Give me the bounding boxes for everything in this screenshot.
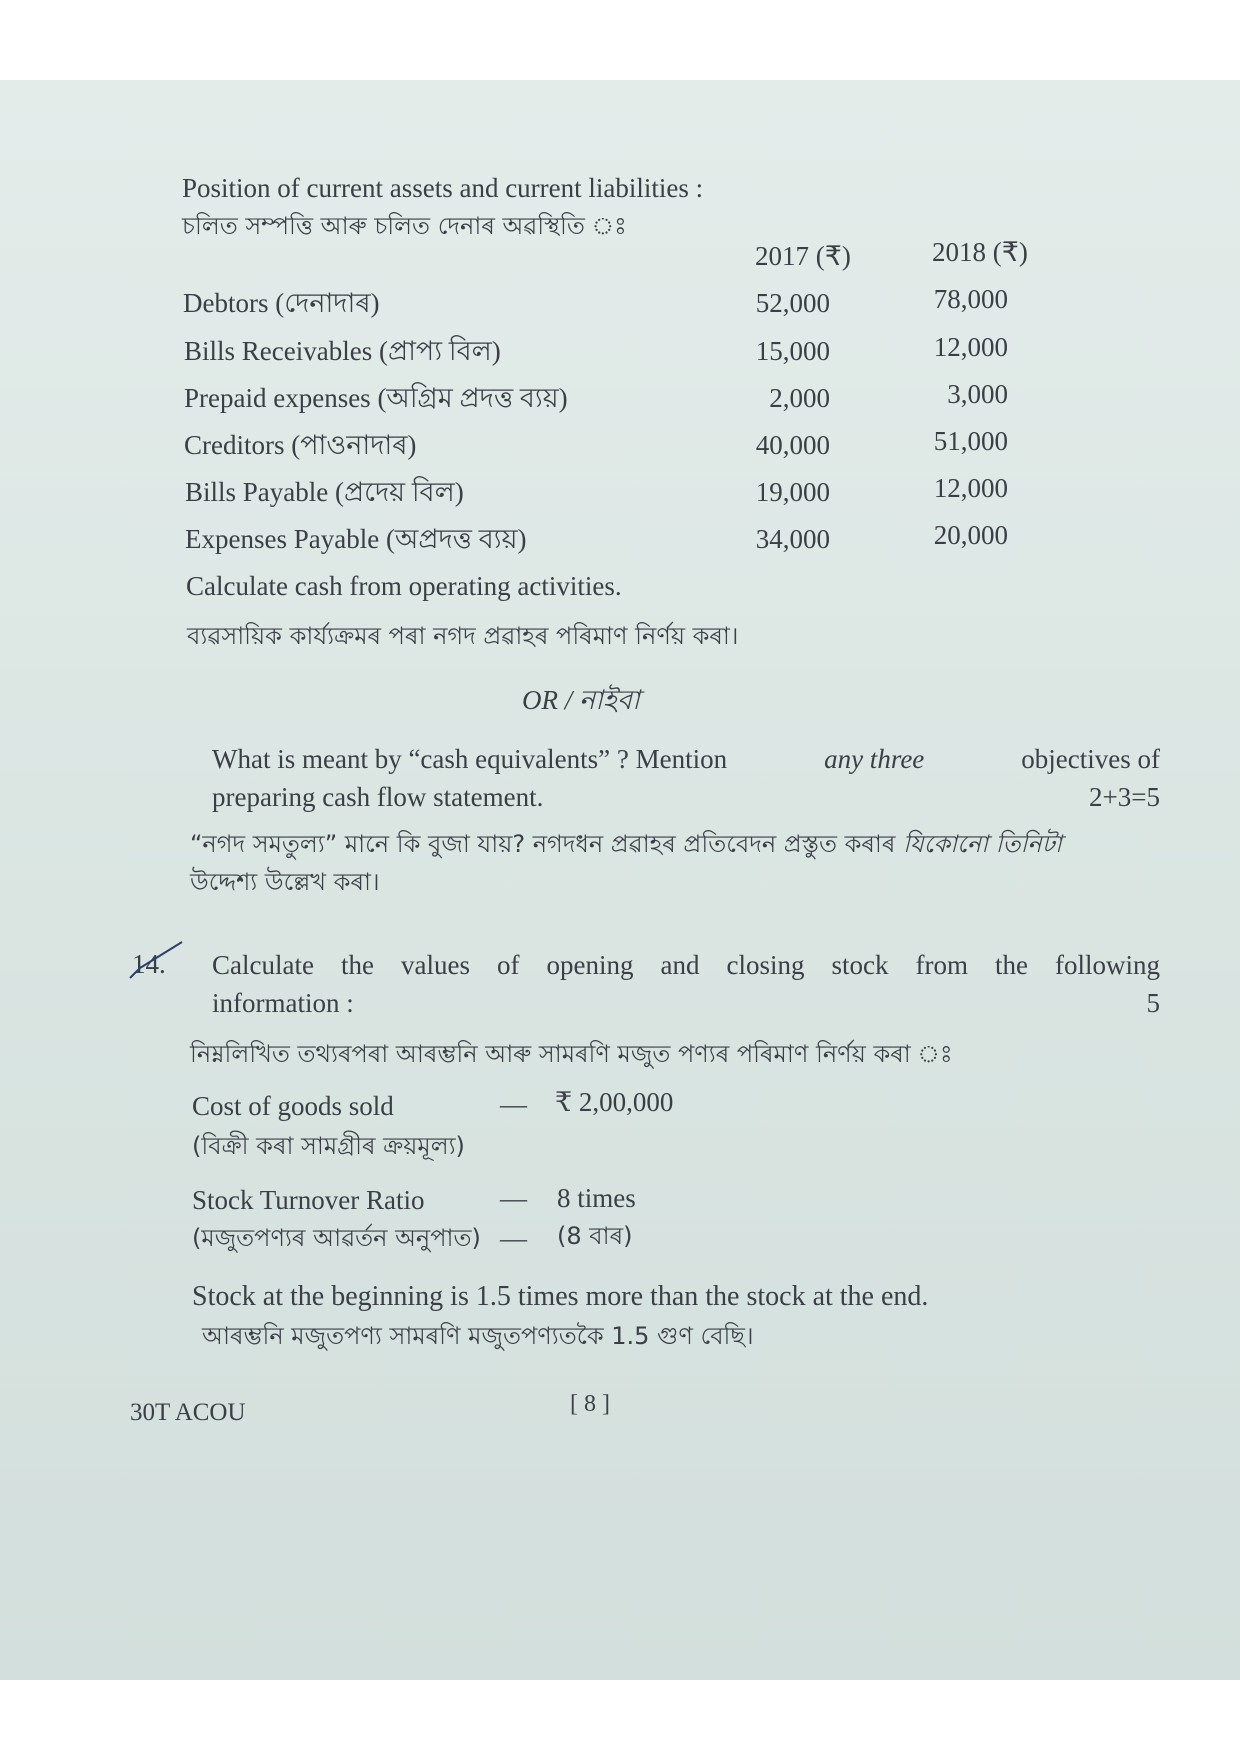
- table-cell-2017: 15,000: [755, 336, 830, 366]
- cogs-bn: (বিক্ৰী কৰা সামগ্ৰীৰ ক্ৰয়মূল্য): [192, 1132, 465, 1160]
- footer-paper-code: 30T ACOU: [130, 1399, 246, 1426]
- stock-turnover-label: Stock Turnover Ratio: [192, 1185, 425, 1215]
- table-cell-2017: 2,000: [769, 383, 830, 413]
- alt-question-text-b: objectives of: [1021, 744, 1160, 774]
- stock-turnover-bn: (মজুতপণ্যৰ আৱৰ্তন অনুপাত): [192, 1224, 481, 1252]
- table-row-label: Prepaid expenses (অগ্ৰিম প্ৰদত্ত ব্যয়): [184, 383, 568, 413]
- alt-question-marks: 2+3=5: [1089, 782, 1160, 812]
- tick-mark-icon: [126, 938, 186, 986]
- alt-question-bn-line-2: উদ্দেশ্য উল্লেখ কৰা।: [190, 868, 380, 896]
- question-14-line-2: [212, 984, 1160, 1022]
- or-separator: OR / নাইবা: [522, 685, 640, 715]
- table-cell-2018: 12,000: [933, 473, 1008, 503]
- stock-note-bn: আৰম্ভনি মজুতপণ্য সামৰণি মজুতপণ্যতকৈ 1.5 গুণ বেছি।: [202, 1322, 754, 1350]
- stock-turnover-value: 8 times: [557, 1183, 636, 1213]
- alt-question-bn-text: “নগদ সমতুল্য” মানে কি বুজা যায়? নগদধন প্ৰৱাহৰ প্ৰতিবেদন প্ৰস্তুত কৰাৰ: [190, 830, 896, 858]
- table-row-label: Debtors (দেনাদাৰ): [183, 288, 380, 318]
- table-row-label: Creditors (পাওনাদাৰ): [184, 430, 417, 460]
- table-cell-2018: 3,000: [947, 379, 1008, 409]
- page-number: [ 8 ]: [570, 1391, 610, 1417]
- table-cell-2017: 52,000: [755, 288, 830, 318]
- table-cell-2017: 34,000: [755, 524, 830, 554]
- alt-question-line-1: [212, 740, 1160, 778]
- alt-question-bn-line-1: [190, 830, 1062, 859]
- question-number-14: 14.: [132, 949, 166, 979]
- stock-turnover-bn-value: (8 বাৰ): [557, 1222, 633, 1250]
- paper-page: [0, 80, 1240, 1680]
- calc-instruction-en: Calculate cash from operating activities.: [186, 571, 622, 601]
- table-cell-2017: 40,000: [755, 430, 830, 460]
- question-14-bn: নিম্নলিখিত তথ্যৰপৰা আৰম্ভনি আৰু সামৰণি মজুত পণ্যৰ পৰিমাণ নিৰ্ণয় কৰা ঃ: [190, 1040, 953, 1068]
- table-cell-2017: 19,000: [755, 477, 830, 507]
- table-cell-2018: 20,000: [933, 520, 1008, 550]
- cogs-dash: —: [500, 1089, 527, 1119]
- question-14: [212, 946, 1160, 1022]
- table-cell-2018: 78,000: [933, 284, 1008, 314]
- table-row-label: Bills Payable (প্ৰদেয় বিল): [185, 477, 464, 507]
- alt-question-line-2: [212, 778, 1160, 816]
- alt-question-text-a: What is meant by “cash equivalents” ? Mention: [212, 744, 728, 774]
- alt-question-emphasis: any three: [824, 744, 925, 774]
- alt-question: [212, 740, 1160, 816]
- stock-turnover-bn-dash: —: [500, 1223, 527, 1253]
- cogs-value: ₹ 2,00,000: [555, 1087, 674, 1117]
- column-header-2017: 2017 (₹): [755, 241, 851, 271]
- alt-question-text-c: preparing cash flow statement.: [212, 782, 544, 812]
- stock-note-en: Stock at the beginning is 1.5 times more than the stock at the end.: [192, 1281, 929, 1312]
- table-cell-2018: 12,000: [933, 332, 1008, 362]
- question-14-marks: 5: [1146, 988, 1160, 1018]
- column-header-2018: 2018 (₹): [932, 237, 1028, 267]
- table-cell-2018: 51,000: [933, 426, 1008, 456]
- table-row-label: Bills Receivables (প্ৰাপ্য বিল): [184, 336, 501, 366]
- intro-en: Position of current assets and current liabilities :: [182, 173, 704, 203]
- alt-question-bn-emphasis: যিকোনো তিনিটা: [903, 830, 1062, 858]
- question-14-line-1: Calculate the values of opening and closing stock from the following: [212, 950, 1160, 980]
- intro-bn: চলিত সম্পত্তি আৰু চলিত দেনাৰ অৱস্থিতি ঃ: [182, 212, 627, 240]
- table-row-label: Expenses Payable (অপ্ৰদত্ত ব্যয়): [185, 524, 527, 554]
- cogs-label: Cost of goods sold: [192, 1091, 394, 1121]
- calc-instruction-bn: ব্যৱসায়িক কাৰ্য্যক্ৰমৰ পৰা নগদ প্ৰৱাহৰ পৰিমাণ নিৰ্ণয় কৰা।: [187, 622, 739, 650]
- stock-turnover-dash: —: [500, 1183, 527, 1213]
- question-14-text: information :: [212, 988, 354, 1018]
